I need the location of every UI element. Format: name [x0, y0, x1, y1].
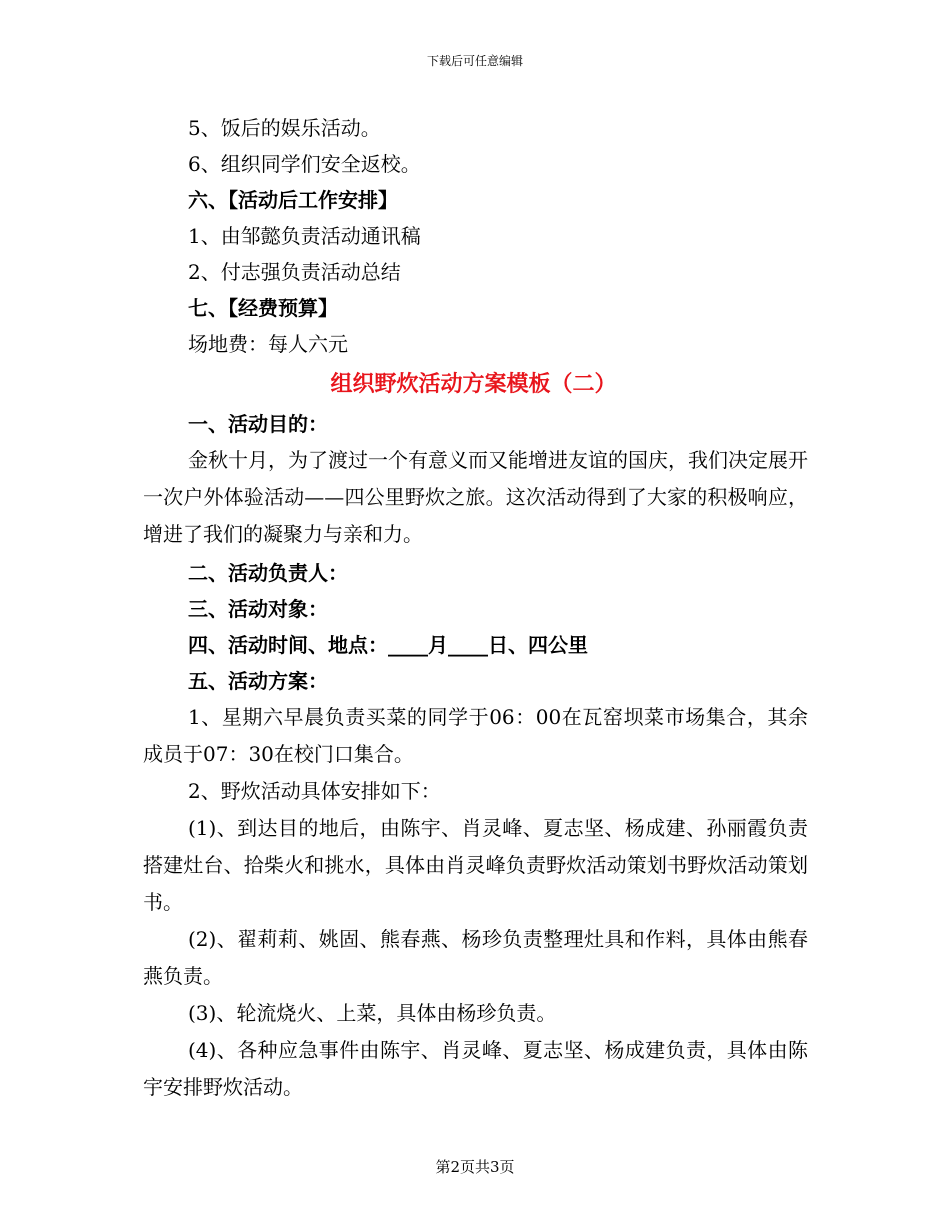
section-heading: 六、【活动后工作安排】 [188, 188, 398, 212]
page-footer: 第2页共3页 [435, 1158, 515, 1176]
section-heading: 七、【经费预算】 [188, 296, 338, 320]
section-heading: 二、活动负责人： [188, 561, 348, 585]
section-heading: 一、活动目的： [188, 412, 328, 436]
section-heading: 四、活动时间、地点：____月____日、四公里 [188, 633, 588, 657]
document-body [143, 110, 808, 1106]
paragraph: (4)、各种应急事件由陈宇、肖灵峰、夏志坚、杨成建负责，具体由陈宇安排野炊活动。 [143, 1038, 808, 1099]
list-item: 1、由邹懿负责活动通讯稿 [188, 224, 421, 248]
section-heading: 五、活动方案： [188, 669, 328, 693]
section-heading: 三、活动对象： [188, 597, 328, 621]
list-item: 5、饭后的娱乐活动。 [188, 116, 381, 140]
list-item: 6、组织同学们安全返校。 [188, 152, 421, 176]
paragraph: (3)、轮流烧火、上菜，具体由杨珍负责。 [188, 1001, 557, 1025]
paragraph: (1)、到达目的地后，由陈宇、肖灵峰、夏志坚、杨成建、孙丽霞负责搭建灶台、拾柴火和挑水，具体由肖灵峰负责野炊活动策划书野炊活动策划书。 [143, 816, 808, 914]
paragraph: 1、星期六早晨负责买菜的同学于06：00在瓦窑坝菜市场集合，其余成员于07：30在校门口集合。 [143, 705, 808, 766]
list-item: 2、付志强负责活动总结 [188, 260, 401, 284]
page-header: 下载后可任意编辑 [426, 54, 523, 68]
budget-fee: 场地费：每人六元 [188, 332, 348, 356]
paragraph: (2)、翟莉莉、姚固、熊春燕、杨珍负责整理灶具和作料，具体由熊春燕负责。 [143, 927, 808, 988]
paragraph: 金秋十月，为了渡过一个有意义而又能增进友谊的国庆，我们决定展开一次户外体验活动——四公里野炊之旅。这次活动得到了大家的积极响应，增进了我们的凝聚力与亲和力。 [143, 448, 808, 546]
paragraph: 2、野炊活动具体安排如下： [188, 779, 441, 803]
document-title: 组织野炊活动方案模板（二） [330, 371, 617, 397]
